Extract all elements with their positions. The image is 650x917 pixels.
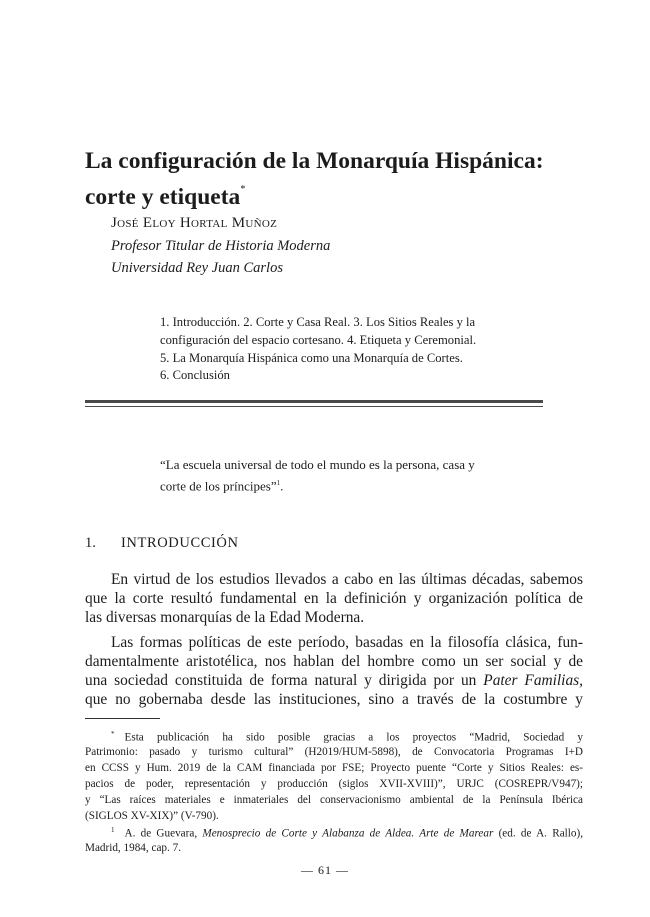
section-number: 1. [85,535,96,551]
epigraph-line-2: corte de los príncipes” [160,478,277,494]
page-number: — 61 — [301,863,349,877]
footnote-line: pacios de poder, representación y producción (siglos XVII-XVIII)”, URJC (COSREPR/V947); [85,778,583,790]
epigraph: “La escuela universal de todo el mundo es la persona, casa y corte de los príncipes”$^1$. [160,457,475,494]
summary-line: 1. Introducción. 2. Corte y Casa Real. 3. Los Sitios Reales y la [160,315,476,329]
title-footnote-mark[interactable]: * [240,184,246,195]
separator-thin-rule [85,406,543,407]
body-line: En virtud de los estudios llevados a cabo en las últimas décadas, sabemos [111,571,583,588]
author-name: José Eloy Hortal Muñoz [111,215,278,231]
article-summary [160,314,510,385]
body-line: las diversas monarquías de la Edad Moderna. [85,609,365,626]
epigraph-line-1: “La escuela universal de todo el mundo es la persona, casa y [160,457,475,472]
footnote-line: Patrimonio: pasado y turismo cultural” (H2019/HUM-5898), de Convocatoria Programas I+D [85,746,583,758]
body-line: que la corte resultó fundamental en la definición y organización política de [85,590,583,607]
body-line: que no gobernaba desde las instituciones, sino a través de la costumbre y [85,691,583,708]
italic-term: Pater Familias, [483,672,583,689]
body-line: una sociedad constituida de forma natural y dirigida por un Pater Familias, [85,672,583,689]
footnote-rule [85,718,160,719]
footnote-star: * Esta publicación ha sido posible gracias a los proyectos “Madrid, Sociedad y [111,730,583,744]
separator-thick-rule [85,400,543,403]
author-institution: Universidad Rey Juan Carlos [111,260,283,276]
footnote-line: Madrid, 1984, cap. 7. [85,842,182,854]
footnote-line: en CCSS y Hum. 2019 de la CAM financiada por FSE; Proyecto puente “Corte y Sitios Reales: es- [85,762,583,774]
summary-line: configuración del espacio cortesano. 4. Etiqueta y Ceremonial. [160,332,477,347]
footnote-mark: * [111,730,115,738]
epigraph-footnote-mark[interactable]: 1 [276,479,281,487]
footnote-mark: 1 [111,826,115,834]
title-line-1: La configuración de la Monarquía Hispánica: [85,148,544,174]
body-line: damentalmente aristotélica, nos hablan del hombre como un ser social y de [85,653,583,670]
body-line: Las formas políticas de este período, basadas en la filosofía clásica, fun- [111,634,583,651]
article-title [85,146,585,213]
summary-line: 6. Conclusión [160,368,230,383]
cited-work-title: Menosprecio de Corte y Alabanza de Aldea. Arte de Marear [202,827,494,840]
author-position: Profesor Titular de Historia Moderna [111,238,331,254]
section-title: INTRODUCCIÓN [121,535,239,551]
footnote-line: (SIGLOS XV-XIX)” (V-790). [85,810,219,822]
footnote-line: y “Las raíces materiales e inmateriales del conservacionismo ambiental de la Península Ibérica [85,794,583,806]
summary-line: 5. La Monarquía Hispánica como una Monarquía de Cortes. [160,350,463,365]
section-heading [85,535,239,552]
title-line-2: corte y etiqueta [85,183,241,210]
footnote-1: $^1$ A. de Guevara, Menosprecio de Corte y Alabanza de Aldea. Arte de Marear (ed. de A. Rallo), [111,826,583,840]
